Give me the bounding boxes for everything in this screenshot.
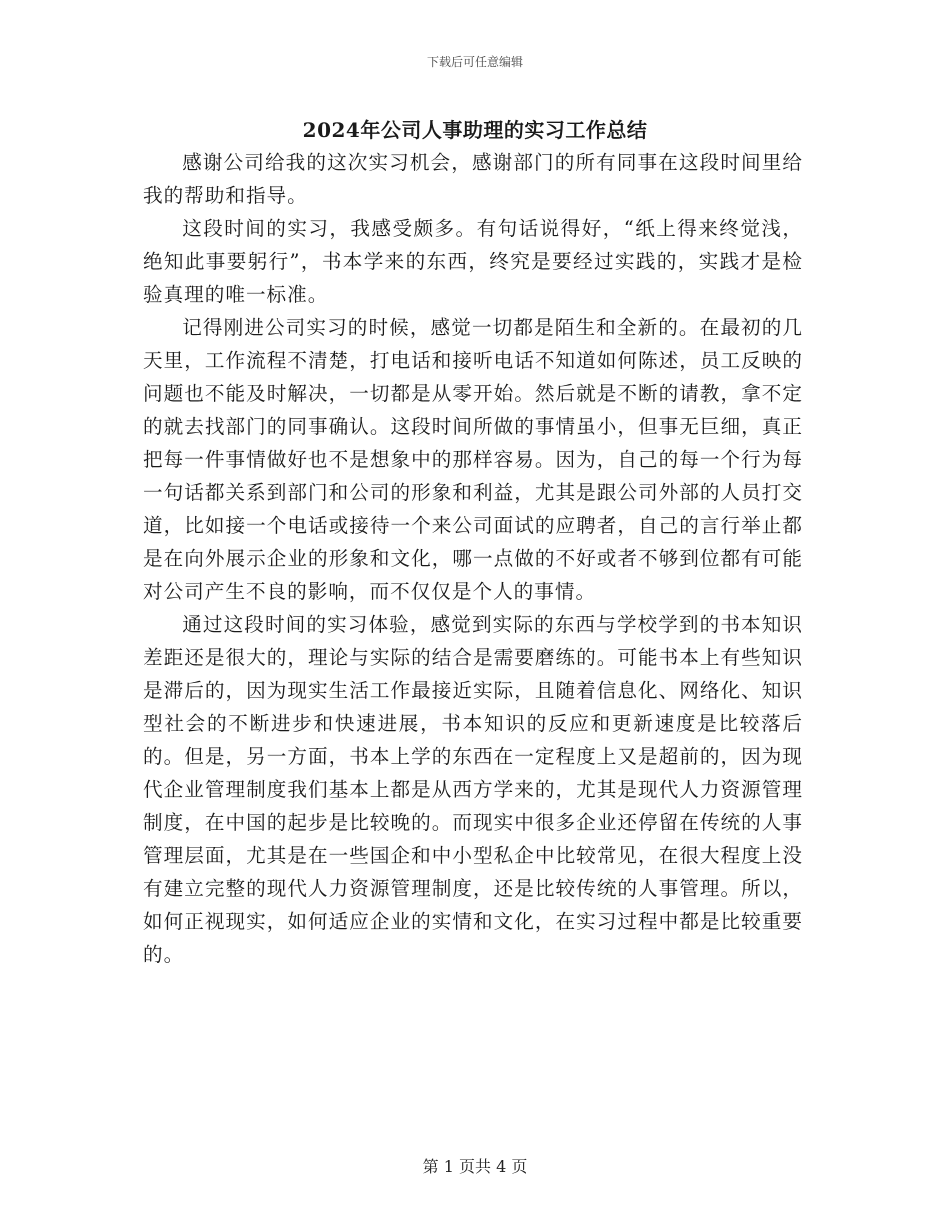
- document-body: [143, 146, 803, 971]
- paragraph-3: 记得刚进公司实习的时候，感觉一切都是陌生和全新的。在最初的几天里，工作流程不清楚，打电话和接听电话不知道如何陈述，员工反映的问题也不能及时解决，一切都是从零开始。然后就是不断的请教，拿不定的就去找部门的同事确认。这段时间所做的事情虽小，但事无巨细，真正把每一件事情做好也不是想象中的那样容易。因为，自己的每一个行为每一句话都关系到部门和公司的形象和利益，尤其是跟公司外部的人员打交道，比如接一个电话或接待一个来公司面试的应聘者，自己的言行举止都是在向外展示企业的形象和文化，哪一点做的不好或者不够到位都有可能对公司产生不良的影响，而不仅仅是个人的事情。: [143, 316, 803, 603]
- paragraph-2: 这段时间的实习，我感受颇多。有句话说得好，“纸上得来终觉浅，绝知此事要躬行”，书本学来的东西，终究是要经过实践的，实践才是检验真理的唯一标准。: [143, 217, 803, 306]
- paragraph-1: 感谢公司给我的这次实习机会，感谢部门的所有同事在这段时间里给我的帮助和指导。: [143, 151, 803, 207]
- paragraph-4: 通过这段时间的实习体验，感觉到实际的东西与学校学到的书本知识差距还是很大的，理论与实际的结合是需要磨练的。可能书本上有些知识是滞后的，因为现实生活工作最接近实际，且随着信息化、网络化、知识型社会的不断进步和快速进展，书本知识的反应和更新速度是比较落后的。但是，另一方面，书本上学的东西在一定程度上又是超前的，因为现代企业管理制度我们基本上都是从西方学来的，尤其是现代人力资源管理制度，在中国的起步是比较晚的。而现实中很多企业还停留在传统的人事管理层面，尤其是在一些国企和中小型私企中比较常见，在很大程度上没有建立完整的现代人力资源管理制度，还是比较传统的人事管理。所以，如何正视现实，如何适应企业的实情和文化，在实习过程中都是比较重要的。: [143, 613, 803, 966]
- header-note: 下载后可任意编辑: [426, 55, 523, 69]
- page-number: 第 1 页共 4 页: [422, 1157, 528, 1176]
- document-title: 2024年公司人事助理的实习工作总结: [302, 118, 648, 142]
